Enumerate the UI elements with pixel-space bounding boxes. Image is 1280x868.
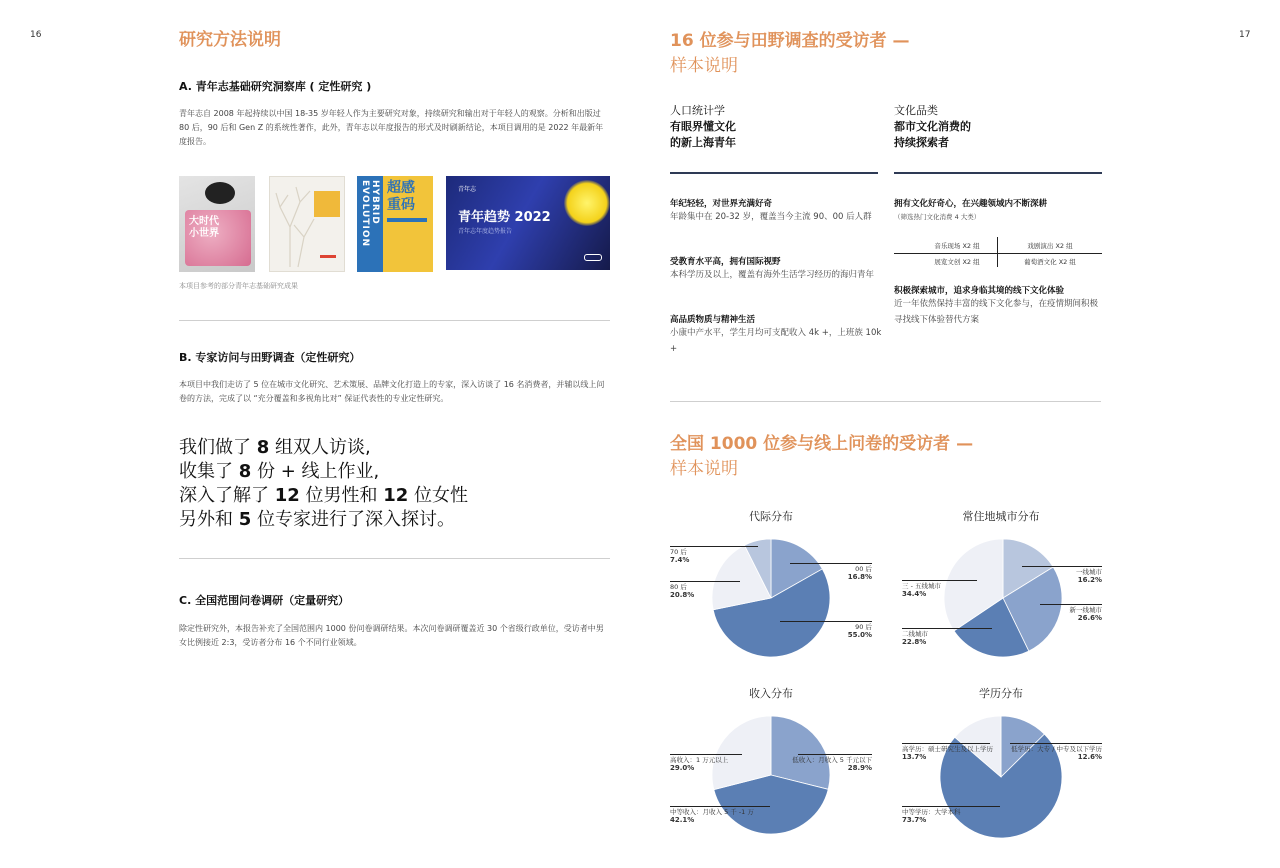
col2-item-1-note: （筛选热门文化消费 4 大类）: [894, 213, 981, 221]
leader-line: [1022, 566, 1102, 567]
pie-label-low-income: 低收入：月收入 5 千元以下 28.9%: [792, 756, 872, 772]
col1-item-1: 年纪轻轻，对世界充满好奇 年龄集中在 20-32 岁，覆盖当今主流 90、00 后人群: [670, 199, 872, 222]
col2-header: [894, 103, 1104, 151]
statement-line-4: 另外和 5 位专家进行了深入探讨。: [179, 509, 455, 530]
col1-rule: [670, 172, 878, 174]
leader-line: [902, 743, 990, 744]
col2-item-1-title: 拥有文化好奇心，在兴趣领域内不断深耕: [894, 199, 1048, 209]
pie-label-80s: 80 后 20.8%: [670, 583, 695, 599]
col2-title-2: 持续探索者: [894, 136, 949, 149]
book-cover-2: [269, 176, 345, 272]
pie-chart-city: [943, 538, 1063, 658]
book-4-subtitle: 青年志年度趋势报告: [458, 228, 513, 235]
pie-label-90s: 90 后 55.0%: [847, 623, 872, 639]
section-a-title: A. 青年志基础研究洞察库 ( 定性研究 ): [179, 80, 372, 93]
leader-line: [780, 621, 872, 622]
section-c-body: 除定性研究外，本报告补充了全国范围内 1000 份问卷调研结果。本次问卷调研覆盖近 30 个省级行政单位，受访者中男女比例接近 2:3，受访者分布 16 个不同行业领域。: [179, 624, 604, 647]
right-heading-2-sub: 样本说明: [670, 459, 738, 479]
statement-line-3: 深入了解了 12 位男性和 12 位女性: [179, 485, 469, 506]
leader-line: [670, 546, 758, 547]
leader-line: [902, 806, 1000, 807]
section-b-body: 本项目中我们走访了 5 位在城市文化研究、艺术策展、品牌文化打造上的专家，深入访谈了 16 名消费者，并辅以线上问卷的方法，完成了以 “充分覆盖和多视角比对” 保证代表性的专业定性研究。: [179, 380, 605, 403]
book-cover-3: [357, 176, 433, 272]
statement-line-2: 收集了 8 份 + 线上作业,: [179, 461, 380, 482]
leader-line: [670, 754, 742, 755]
pie-label-low-edu: 低学历：大专 / 中专及以下学历 12.6%: [1011, 745, 1102, 761]
col1-item-2: 受教育水平高，拥有国际视野 本科学历及以上，覆盖有海外生活学习经历的海归青年: [670, 257, 875, 280]
section-c-title: C. 全国范围问卷调研（定量研究）: [179, 594, 350, 607]
pie-label-00s: 00 后 16.8%: [847, 565, 872, 581]
page-number-right: 17: [1239, 30, 1251, 40]
col1-item-3: 高品质物质与精神生活 小康中产水平，学生月均可支配收入 4k +，上班族 10k +: [670, 315, 882, 354]
book-4-brand: 青年志: [458, 186, 477, 193]
col1-label: 人口统计学: [670, 104, 725, 117]
pie-label-high-income: 高收入：1 万元以上 29.0%: [670, 756, 729, 772]
chart-title-education: 学历分布: [979, 687, 1023, 700]
chart-title-generation: 代际分布: [749, 510, 793, 523]
leader-line: [670, 806, 770, 807]
pie-label-high-edu: 高学历：硕士研究生及以上学历 13.7%: [902, 745, 993, 761]
grid-cell-exhibition: 展览文创 X2 组: [934, 258, 980, 266]
books-caption: 本项目参考的部分青年志基础研究成果: [179, 282, 298, 290]
col2-rule: [894, 172, 1102, 174]
section-b-title: B. 专家访问与田野调查（定性研究）: [179, 351, 361, 364]
col2-item-2: 积极探索城市，追求身临其境的线下文化体验 近一年依然保持丰富的线下文化参与，在疫情期间积极寻找线下体验替代方案: [894, 286, 1099, 325]
page-heading-left: 研究方法说明: [179, 30, 281, 50]
book-3-side-text: HYBRID EVOLUTION: [360, 180, 380, 247]
coral-illustration: [270, 177, 345, 272]
book-cover-1: [179, 176, 255, 272]
grid-horizontal-line: [894, 253, 1102, 254]
page-number-left: 16: [30, 30, 42, 40]
right-heading-2: 全国 1000 位参与线上问卷的受访者 —: [670, 434, 974, 454]
divider-1: [179, 320, 610, 321]
right-heading-1: 16 位参与田野调查的受访者 —: [670, 31, 910, 51]
col2-label: 文化品类: [894, 104, 938, 117]
leader-line: [790, 563, 872, 564]
book-3-title: 超感 重码: [387, 180, 415, 213]
col2-title-1: 都市文化消费的: [894, 120, 971, 133]
pie-label-mid-edu: 中等学历：大学本科 73.7%: [902, 808, 961, 824]
col1-title-1: 有眼界懂文化: [670, 120, 736, 133]
leader-line: [670, 581, 740, 582]
col1-header: [670, 103, 880, 151]
chart-title-city: 常住地城市分布: [962, 510, 1040, 523]
grid-cell-wine: 葡萄酒文化 X2 组: [1024, 258, 1076, 266]
divider-2: [179, 558, 610, 559]
grid-cell-theatre: 戏剧演出 X2 组: [1027, 242, 1073, 250]
chart-title-income: 收入分布: [749, 687, 793, 700]
pie-label-tier1: 一线城市 16.2%: [1076, 568, 1102, 584]
pie-label-mid-income: 中等收入：月收入 5 千 -1 万 42.1%: [670, 808, 754, 824]
leader-line: [1010, 743, 1102, 744]
pie-chart-generation: [711, 538, 831, 658]
book-cover-4: [446, 176, 610, 270]
leader-line: [902, 628, 992, 629]
pie-label-new-tier1: 新一线城市 26.6%: [1069, 606, 1102, 622]
pie-label-tier3-5: 三 - 五线城市 34.4%: [902, 582, 941, 598]
big-statement: [179, 436, 599, 532]
book-1-title: 大时代 小世界: [189, 216, 219, 239]
leader-line: [902, 580, 977, 581]
pie-label-tier2: 二线城市 22.8%: [902, 630, 928, 646]
right-heading-1-sub: 样本说明: [670, 56, 738, 76]
statement-line-1: 我们做了 8 组双人访谈,: [179, 437, 371, 458]
leader-line: [1040, 604, 1102, 605]
section-a-body: 青年志自 2008 年起持续以中国 18-35 岁年轻人作为主要研究对象，持续研究和输出对于年轻人的观察。分析和出版过 80 后，90 后和 Gen Z 的系统性著作，此外，青年志以年度报告的形式及时刷新结论，本项目调用的是 2022 年最新年度报告。: [179, 109, 604, 146]
pie-label-70s: 70 后 7.4%: [670, 548, 690, 564]
col1-title-2: 的新上海青年: [670, 136, 736, 149]
leader-line: [798, 754, 872, 755]
divider-right: [670, 401, 1101, 402]
grid-cell-music: 音乐现场 X2 组: [934, 242, 980, 250]
book-4-title: 青年趋势 2022: [458, 210, 551, 225]
